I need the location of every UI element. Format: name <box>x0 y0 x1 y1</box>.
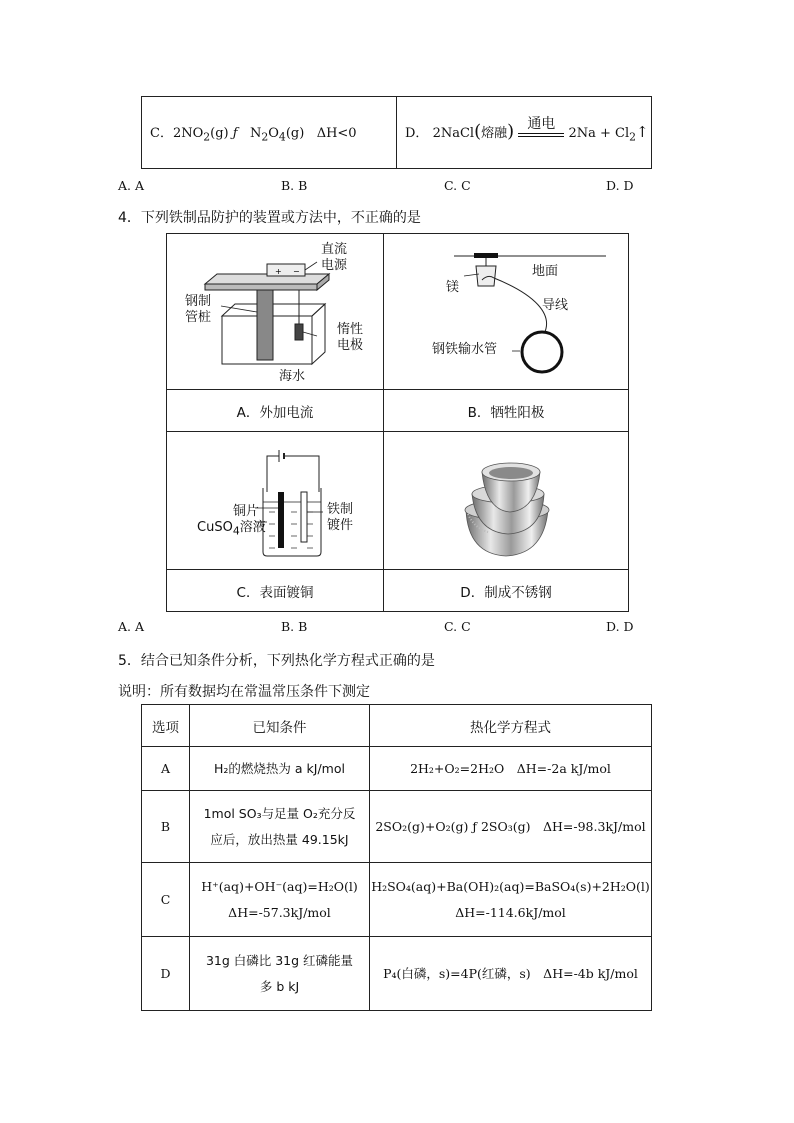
question-4-text: 4．下列铁制品防护的装置或方法中，不正确的是 <box>118 210 421 226</box>
option-d-equation: 2NaCl(熔融) 通电 $2Na + Cl_2↑$ <box>433 126 649 141</box>
iron-part-label: 铁制 镀件 <box>327 502 354 533</box>
stainless-steel-bowls-image <box>384 432 628 569</box>
option-c-equation: $2NO_2(g)$ ƒ $N_2O_4(g)$ ΔH<0 <box>172 125 357 144</box>
row-condition: H⁺(aq)+OH⁻(aq)=H₂O(l) ΔH=-57.3kJ/mol <box>190 863 370 937</box>
wire-label: 导线 <box>542 298 569 313</box>
cuso4-solution-label: CuSO$_4$溶液 <box>197 520 266 538</box>
table-row <box>142 747 652 791</box>
choice-b[interactable]: B. B <box>281 178 308 193</box>
figure-a-caption: A．外加电流 <box>167 390 384 432</box>
row-option: D <box>142 937 190 1011</box>
question-5-text: 5．结合已知条件分析，下列热化学方程式正确的是 <box>118 653 435 669</box>
row-equation: 2SO₂(g)+O₂(g) ƒ 2SO₃(g) ΔH=-98.3kJ/mol <box>370 791 652 863</box>
figure-b-cell <box>384 234 629 390</box>
svg-text:−: − <box>293 267 300 276</box>
steel-pipe-label: 钢铁输水管 <box>432 342 498 357</box>
row-equation: P₄(白磷，s)=4P(红磷，s) ΔH=-4b kJ/mol <box>370 937 652 1011</box>
option-c-cell <box>142 97 397 169</box>
copper-plating-diagram <box>167 432 383 569</box>
option-d-cell <box>397 97 652 169</box>
row-option: B <box>142 791 190 863</box>
figure-c-cell <box>167 432 384 570</box>
choice-a[interactable]: A. A <box>118 619 145 634</box>
copper-plate-label: 铜片 <box>233 504 260 519</box>
q5-header-row <box>142 705 652 747</box>
row-option: A <box>142 747 190 791</box>
ground-label: 地面 <box>532 264 559 279</box>
pipe-label: 钢制 管桩 <box>185 294 212 325</box>
question-5-note: 说明：所有数据均在常温常压条件下测定 <box>118 684 370 700</box>
option-d-label: D． <box>405 126 429 142</box>
row-condition: H₂的燃烧热为 a kJ/mol <box>190 747 370 791</box>
top-options-table <box>141 96 652 169</box>
option-c-label: C． <box>150 125 173 141</box>
header-equation: 热化学方程式 <box>370 705 652 747</box>
choice-d[interactable]: D. D <box>606 178 634 193</box>
row-equation: H₂SO₄(aq)+Ba(OH)₂(aq)=BaSO₄(s)+2H₂O(l) ΔH=-114.6kJ/mol <box>370 863 652 937</box>
q4-figure-table <box>166 233 629 612</box>
row-condition: 1mol SO₃与足量 O₂充分反 应后，放出热量 49.15kJ <box>190 791 370 863</box>
row-condition: 31g 白磷比 31g 红磷能量 多 b kJ <box>190 937 370 1011</box>
choice-d[interactable]: D. D <box>606 619 634 634</box>
figure-d-caption: D．制成不锈钢 <box>384 570 629 612</box>
q5-table <box>141 704 652 1011</box>
figure-a-cell <box>167 234 384 390</box>
table-row <box>142 863 652 937</box>
figure-b-caption: B．牺牲阳极 <box>384 390 629 432</box>
row-option: C <box>142 863 190 937</box>
row-equation: 2H₂+O₂=2H₂O ΔH=-2a kJ/mol <box>370 747 652 791</box>
header-condition: 已知条件 <box>190 705 370 747</box>
seawater-label: 海水 <box>279 369 306 384</box>
choice-c[interactable]: C. C <box>444 178 471 193</box>
magnesium-label: 镁 <box>446 280 460 295</box>
choice-b[interactable]: B. B <box>281 619 308 634</box>
figure-d-cell <box>384 432 629 570</box>
svg-text:+: + <box>275 267 282 276</box>
table-row <box>142 791 652 863</box>
inert-electrode-label: 惰性 电极 <box>337 322 364 353</box>
choice-a[interactable]: A. A <box>118 178 145 193</box>
dc-source-label: 直流 电源 <box>321 242 348 273</box>
figure-c-caption: C．表面镀铜 <box>167 570 384 612</box>
choice-c[interactable]: C. C <box>444 619 471 634</box>
header-option: 选项 <box>142 705 190 747</box>
table-row <box>142 937 652 1011</box>
sacrificial-anode-diagram <box>384 234 628 389</box>
electrolysis-condition: 通电 <box>527 115 556 132</box>
